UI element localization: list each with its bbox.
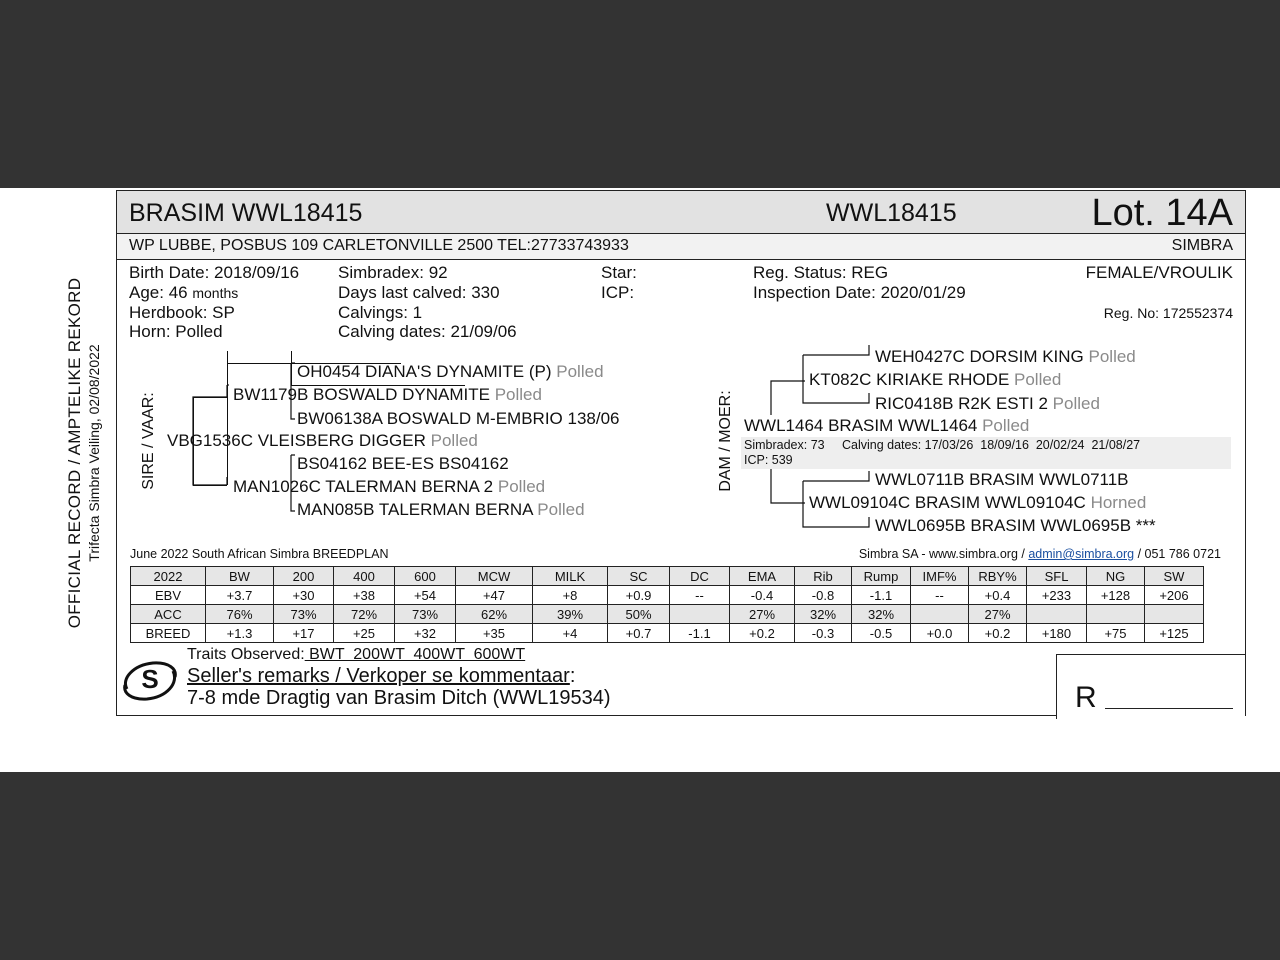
table-cell: ACC (131, 605, 206, 624)
sdd-horn: Polled (537, 500, 585, 519)
table-header: SC (608, 567, 670, 586)
table-cell: 50% (608, 605, 670, 624)
table-cell: -1.1 (852, 586, 911, 605)
inspection-date: Inspection Date: 2020/01/29 (753, 283, 966, 302)
traits-observed (187, 646, 525, 664)
contact-prefix: Simbra SA - www.simbra.org / (858, 547, 1029, 561)
dam-info-line2: ICP: 539 (744, 453, 793, 467)
lot-number: Lot. 14A (1091, 192, 1233, 234)
table-cell: +75 (1087, 624, 1145, 643)
table-cell: 32% (852, 605, 911, 624)
sire-sire-name: BW1179B BOSWALD DYNAMITE (233, 385, 490, 404)
sire-dam-horn: Polled (497, 477, 546, 496)
sire-label: SIRE / VAAR: (140, 392, 157, 490)
days-last-calved: Days last calved: 330 (338, 283, 500, 302)
simbradex: Simbradex: 92 (338, 263, 448, 282)
table-cell: BREED (131, 624, 206, 643)
table-cell: +0.2 (730, 624, 795, 643)
breedplan-title: June 2022 South African Simbra BREEDPLAN (130, 547, 389, 561)
table-cell: +1.3 (206, 624, 274, 643)
sdd-name: MAN085B TALERMAN BERNA (297, 500, 533, 519)
dam-horn: Polled (982, 416, 1030, 435)
table-cell: -1.1 (670, 624, 730, 643)
table-cell: +233 (1027, 586, 1087, 605)
table-cell: -0.8 (795, 586, 852, 605)
dsd-horn: Polled (1052, 394, 1100, 413)
table-cell: +54 (395, 586, 456, 605)
official-record-label: OFFICIAL RECORD / AMPTELIKE REKORD (65, 277, 84, 629)
table-header: Rump (852, 567, 911, 586)
table-header: MILK (533, 567, 608, 586)
dsd-name: RIC0418B R2K ESTI 2 (875, 394, 1048, 413)
dam-dam-name: WWL09104C BRASIM WWL09104C (809, 493, 1086, 512)
table-header: RBY% (969, 567, 1027, 586)
dss-horn: Polled (1088, 347, 1136, 366)
age-unit: months (192, 285, 239, 301)
table-cell (670, 605, 730, 624)
dam-label: DAM / MOER: (717, 390, 734, 492)
traits-list: BWT 200WT 400WT 600WT (304, 646, 526, 663)
table-header: BW (206, 567, 274, 586)
table-row (131, 624, 1204, 643)
table-header: SW (1145, 567, 1204, 586)
table-row (131, 605, 1204, 624)
table-cell: +35 (456, 624, 533, 643)
table-cell: 72% (334, 605, 395, 624)
email-link[interactable]: admin@simbra.org (1028, 547, 1135, 561)
table-cell: -- (670, 586, 730, 605)
dss-name: WEH0427C DORSIM KING (875, 347, 1084, 366)
dam-tree-lines (117, 191, 1245, 551)
table-cell: +125 (1145, 624, 1204, 643)
logo-letter: S (141, 664, 159, 694)
price-prefix: R (1075, 681, 1097, 714)
remarks-heading (187, 665, 575, 688)
table-cell: 32% (795, 605, 852, 624)
table-cell: 76% (206, 605, 274, 624)
table-cell: +32 (395, 624, 456, 643)
table-cell: +3.7 (206, 586, 274, 605)
table-header: MCW (456, 567, 533, 586)
remarks-label: Seller's remarks / Verkoper se kommentaar (187, 665, 570, 687)
simbra-logo (119, 657, 181, 705)
ebv-table (130, 566, 1204, 643)
record-sheet (0, 188, 1280, 772)
table-cell: -0.4 (730, 586, 795, 605)
dam-name: WWL1464 BRASIM WWL1464 (744, 416, 978, 435)
traits-label: Traits Observed: (187, 646, 305, 663)
table-cell: 62% (456, 605, 533, 624)
age-value: Age: 46 (129, 283, 188, 302)
table-cell: +128 (1087, 586, 1145, 605)
star: Star: (601, 263, 637, 282)
table-cell: +47 (456, 586, 533, 605)
table-cell: +8 (533, 586, 608, 605)
herdbook: Herdbook: SP (129, 303, 235, 322)
sex: FEMALE/VROULIK (1085, 263, 1233, 282)
calving-dates: Calving dates: 21/09/06 (338, 322, 517, 341)
dam-sire-name: KT082C KIRIAKE RHODE (809, 370, 1010, 389)
horn-status: Horn: Polled (129, 322, 223, 341)
table-cell: +0.2 (969, 624, 1027, 643)
animal-name: BRASIM WWL18415 (129, 199, 363, 227)
table-cell: EBV (131, 586, 206, 605)
table-header: 200 (274, 567, 334, 586)
dam-dam-horn: Horned (1090, 493, 1147, 512)
calvings: Calvings: 1 (338, 303, 423, 322)
reg-number: Reg. No: 172552374 (1103, 305, 1233, 321)
table-cell: 73% (395, 605, 456, 624)
table-header: SFL (1027, 567, 1087, 586)
table-cell: +0.7 (608, 624, 670, 643)
owner-address: WP LUBBE, POSBUS 109 CARLETONVILLE 2500 TEL:27733743933 (129, 237, 629, 254)
table-cell: +25 (334, 624, 395, 643)
table-cell: +0.4 (969, 586, 1027, 605)
table-cell (1145, 605, 1204, 624)
price-line[interactable] (1105, 708, 1233, 709)
table-cell: +180 (1027, 624, 1087, 643)
table-header: Rib (795, 567, 852, 586)
table-cell: -0.3 (795, 624, 852, 643)
price-box (1056, 654, 1245, 719)
sds-name: BS04162 BEE-ES BS04162 (297, 454, 509, 473)
table-cell: +17 (274, 624, 334, 643)
sale-name-label: Trifecta Simbra Veiling, 02/08/2022 (86, 344, 102, 562)
ddd-name: WWL0695B BRASIM WWL0695B *** (875, 516, 1156, 535)
sss-name: OH0454 DIANA'S DYNAMITE (P) (297, 362, 552, 381)
reg-status: Reg. Status: REG (753, 263, 889, 282)
dam-sire-horn: Polled (1014, 370, 1062, 389)
table-header-row (131, 567, 1204, 586)
table-cell: +38 (334, 586, 395, 605)
table-header: IMF% (911, 567, 969, 586)
table-cell: 27% (969, 605, 1027, 624)
table-cell (911, 605, 969, 624)
table-cell: +4 (533, 624, 608, 643)
sire-name: VBG1536C VLEISBERG DIGGER (167, 431, 426, 450)
contact-suffix: / 051 786 0721 (1134, 547, 1221, 561)
table-header: EMA (730, 567, 795, 586)
table-header: 600 (395, 567, 456, 586)
table-row (131, 586, 1204, 605)
table-cell: 73% (274, 605, 334, 624)
table-cell: 39% (533, 605, 608, 624)
birth-date: Birth Date: 2018/09/16 (129, 263, 300, 282)
table-cell: +206 (1145, 586, 1204, 605)
breedplan-contact (859, 547, 1221, 561)
table-cell: +0.0 (911, 624, 969, 643)
table-cell: +0.9 (608, 586, 670, 605)
icp: ICP: (601, 283, 635, 302)
sire-dam-name: MAN1026C TALERMAN BERNA 2 (233, 477, 494, 496)
sss-horn: Polled (556, 362, 604, 381)
animal-id: WWL18415 (826, 199, 957, 227)
table-cell (1027, 605, 1087, 624)
sire-horn: Polled (430, 431, 478, 450)
table-header: DC (670, 567, 730, 586)
breed-label: SIMBRA (1171, 237, 1233, 254)
lot-card (116, 190, 1246, 716)
table-cell: +30 (274, 586, 334, 605)
table-header: 400 (334, 567, 395, 586)
table-cell: -0.5 (852, 624, 911, 643)
dds-name: WWL0711B BRASIM WWL0711B (875, 470, 1129, 489)
sire-sire-horn: Polled (494, 385, 542, 404)
table-header: 2022 (131, 567, 206, 586)
table-cell (1087, 605, 1145, 624)
table-cell: -- (911, 586, 969, 605)
table-header: NG (1087, 567, 1145, 586)
seller-remarks: 7-8 mde Dragtig van Brasim Ditch (WWL19534) (187, 687, 611, 709)
ssd-name: BW06138A BOSWALD M-EMBRIO 138/06 (297, 409, 620, 428)
table-cell: 27% (730, 605, 795, 624)
remarks-colon: : (569, 665, 576, 687)
dam-info-line1: Simbradex: 73 Calving dates: 17/03/26 18/09/16 20/02/24 21/08/27 (744, 438, 1141, 452)
